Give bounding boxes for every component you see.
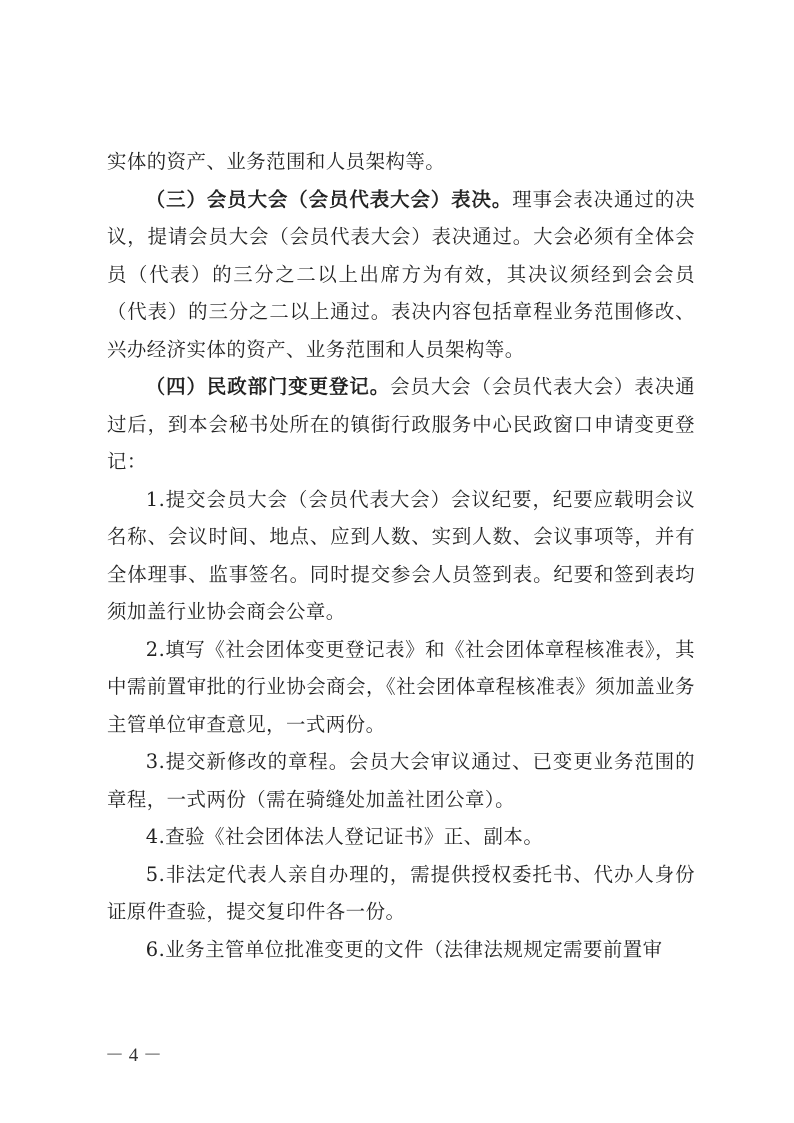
list-item-4 — [107, 818, 695, 856]
paragraph-text: 2.填写《社会团体变更登记表》和《社会团体章程核准表》，其中需前置审批的行业协会商会，《社会团体章程核准表》须加盖业务主管单位审查意见，一式两份。 — [107, 637, 695, 736]
paragraph-text: 会员大会（会员代表大会）表决通过后，到本会秘书处所在的镇街行政服务中心民政窗口申请变更登记： — [107, 375, 696, 473]
page-number: － 4 － — [105, 1045, 163, 1066]
section-heading: （三）会员大会（会员代表大会）表决。 — [145, 187, 513, 211]
paragraph-text: 3.提交新修改的章程。会员大会审议通过、已变更业务范围的章程，一式两份（需在骑缝处加盖社团公章）。 — [107, 750, 695, 811]
section-heading: （四）民政部门变更登记。 — [145, 375, 391, 398]
list-item-1 — [107, 481, 695, 631]
paragraph-text: 1.提交会员大会（会员代表大会）会议纪要，纪要应载明会议名称、会议时间、地点、应到人数、实到人数、会议事项等，并有全体理事、监事签名。同时提交参会人员签到表。纪要和签到表均须加盖行业协会商会公章。 — [107, 487, 695, 623]
list-item-6 — [107, 931, 695, 969]
paragraph-text: 理事会表决通过的决议，提请会员大会（会员代表大会）表决通过。大会必须有全体会员（代表）的三分之二以上出席方为有效，其决议须经到会会员（代表）的三分之二以上通过。表决内容包括章程业务范围修改、兴办经济实体的资产、业务范围和人员架构等。 — [107, 187, 696, 361]
document-body — [107, 143, 695, 968]
paragraph-text: 6.业务主管单位批准变更的文件（法律法规规定需要前置审 — [145, 937, 663, 961]
paragraph-section-3 — [107, 181, 695, 369]
paragraph-continuation — [107, 143, 695, 181]
paragraph-text: 5.非法定代表人亲自办理的，需提供授权委托书、代办人身份证原件查验，提交复印件各一份。 — [107, 862, 695, 923]
list-item-3 — [107, 743, 695, 818]
list-item-5 — [107, 856, 695, 931]
paragraph-text: 4.查验《社会团体法人登记证书》正、副本。 — [145, 825, 544, 848]
paragraph-text: 实体的资产、业务范围和人员架构等。 — [107, 150, 446, 173]
paragraph-section-4 — [107, 368, 695, 481]
list-item-2 — [107, 631, 695, 744]
